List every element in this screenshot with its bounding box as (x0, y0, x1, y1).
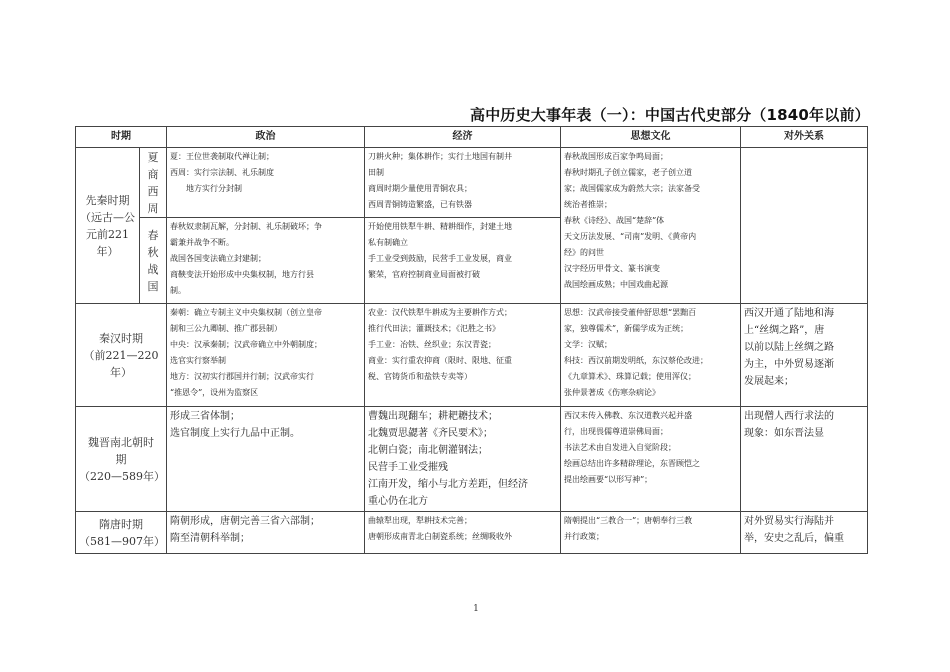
table-row (76, 407, 868, 512)
header-culture: 思想文化 (561, 127, 741, 148)
header-foreign: 对外关系 (741, 127, 868, 148)
period-cell: 先秦时期 （远古—公 元前221 年） (76, 148, 140, 304)
subperiod-cell: 夏 商 西 周 (140, 148, 167, 218)
economy-cell: 曹魏出现翻车；耕耙耱技术； 北魏贾思勰著《齐民要术》； 北朝白瓷；南北朝灌钢法； 民营手工业受摧残 江南开发，缩小与北方差距，但经济 重心仍在北方 (365, 407, 561, 512)
economy-cell: 开始使用铁犁牛耕、精耕细作，封建土地 私有制确立 手工业受到鼓励，民营手工业发展，商业 繁荣，官府控制商业局面被打破 (365, 218, 561, 304)
history-timeline-table (75, 126, 868, 554)
politics-cell: 夏：王位世袭制取代禅让制； 西周：实行宗法制、礼乐制度 地方实行分封制 (167, 148, 365, 218)
subperiod-cell: 春 秋 战 国 (140, 218, 167, 304)
header-period: 时期 (76, 127, 167, 148)
header-politics: 政治 (167, 127, 365, 148)
politics-cell: 形成三省体制； 选官制度上实行九品中正制。 (167, 407, 365, 512)
economy-cell: 农业：汉代铁犁牛耕成为主要耕作方式； 推行代田法；灌溉技术；《氾胜之书》 手工业：冶铁、丝织业；东汉青瓷； 商业：实行重农抑商（限时、限地、征重 税、官铸货币和盐铁专卖等） (365, 304, 561, 407)
culture-cell: 西汉末传入佛教、东汉道教兴起并盛 行，出现畏儒尊道崇佛局面； 书法艺术由自发进入自觉阶段； 绘画总结出许多精辟理论，东晋顾恺之 提出绘画要“以形写神”； (561, 407, 741, 512)
politics-cell: 春秋奴隶制瓦解，分封制、礼乐制破坏；争 霸兼并战争不断。 战国各国变法确立封建制； 商鞅变法开始形成中央集权制，地方行县 制。 (167, 218, 365, 304)
period-cell: 隋唐时期 （581—907年） (76, 512, 167, 554)
economy-cell: 刀耕火种；集体耕作；实行土地国有制井 田制 商周时期少量使用青铜农具； 西周青铜铸造繁盛，已有铁器 (365, 148, 561, 218)
culture-cell: 思想：汉武帝接受董仲舒思想“罢黜百 家，独尊儒术”，新儒学成为正统； 文学：汉赋； 科技：西汉前期发明纸，东汉蔡伦改进； 《九章算术》、珠算记载；使用浑仪； 张仲景著成《伤寒杂病论》 (561, 304, 741, 407)
foreign-cell: 出现僧人西行求法的 现象：如东晋法显 (741, 407, 868, 512)
economy-cell: 曲辕犁出现，犁耕技术完善； 唐朝形成南青北白制瓷系统；丝绸吸收外 (365, 512, 561, 554)
page-number: 1 (473, 604, 479, 614)
header-economy: 经济 (365, 127, 561, 148)
period-cell: 秦汉时期 （前221—220 年） (76, 304, 167, 407)
table-row (76, 304, 868, 407)
foreign-cell (741, 148, 868, 304)
page-title: 高中历史大事年表（一）：中国古代史部分（1840年以前） (470, 106, 870, 124)
culture-cell: 春秋战国形成百家争鸣局面； 春秋时期孔子创立儒家，老子创立道 家；战国儒家成为蔚然大宗；法家备受 统治者推崇； 春秋《诗经》、战国“楚辞”体 天文历法发展、“司南”发明、《黄帝内 经》的问世 汉字经历甲骨文、篆书演变 战国绘画成熟；中国戏曲起源 (561, 148, 741, 304)
table-row (76, 148, 868, 218)
politics-cell: 隋朝形成，唐朝完善三省六部制； 隋至清朝科举制； (167, 512, 365, 554)
foreign-cell: 西汉开通了陆地和海 上“丝绸之路”，唐 以前以陆上丝绸之路 为主，中外贸易逐渐 发展起来； (741, 304, 868, 407)
header-row (76, 127, 868, 148)
foreign-cell: 对外贸易实行海陆并 举，安史之乱后，偏重 (741, 512, 868, 554)
period-cell: 魏晋南北朝时 期 （220—589年） (76, 407, 167, 512)
table-row (76, 512, 868, 554)
culture-cell: 隋朝提出“三教合一”；唐朝奉行三教 并行政策； (561, 512, 741, 554)
politics-cell: 秦朝：确立专制主义中央集权制（创立皇帝 制和三公九卿制、推广郡县制） 中央：汉承秦制；汉武帝确立中外朝制度； 选官实行察举制 地方：汉初实行郡国并行制；汉武帝实行 “推恩令”，设州为监察区 (167, 304, 365, 407)
